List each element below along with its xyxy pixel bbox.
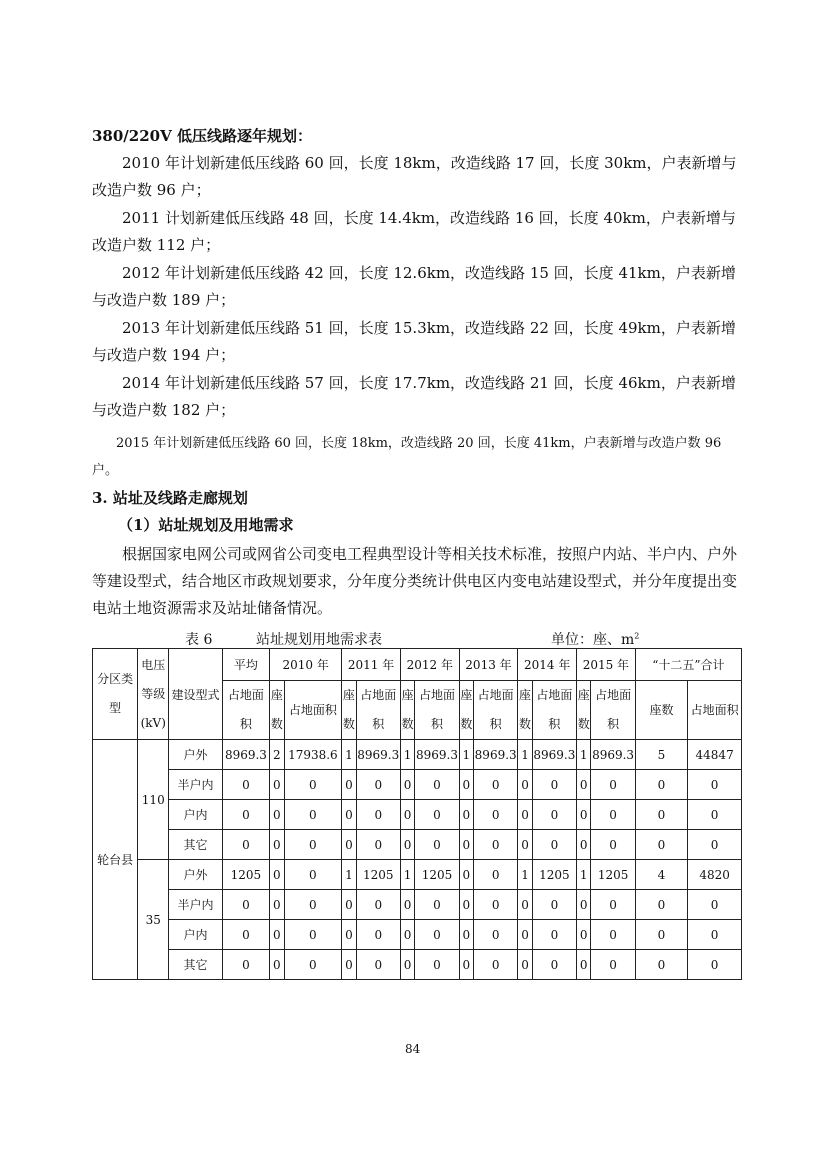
- area-cell: 0: [591, 950, 635, 980]
- count-cell: 0: [400, 770, 414, 800]
- type-cell: 半户内: [169, 890, 223, 920]
- count-cell: 0: [342, 950, 356, 980]
- site-land-table: [92, 648, 742, 980]
- count-cell: 0: [518, 830, 532, 860]
- count-cell: 0: [577, 830, 591, 860]
- count-cell: 0: [518, 950, 532, 980]
- total-area-cell: 4820: [688, 860, 742, 890]
- area-cell: 0: [532, 830, 576, 860]
- area-cell: 0: [474, 830, 518, 860]
- table-row: [93, 800, 742, 830]
- count-cell: 0: [400, 890, 414, 920]
- area-cell: 0: [591, 770, 635, 800]
- table-row: [93, 770, 742, 800]
- table-row: [93, 920, 742, 950]
- header-area: 占地面积: [356, 681, 400, 740]
- header-zone: 分区类型: [93, 649, 138, 740]
- table-row: [93, 830, 742, 860]
- header-year-2011: 2011 年: [342, 649, 401, 681]
- area-cell: 0: [415, 800, 459, 830]
- total-count-cell: 0: [635, 830, 688, 860]
- avg-area-cell: 0: [222, 890, 269, 920]
- header-area: 占地面积: [474, 681, 518, 740]
- avg-area-cell: 1205: [222, 860, 269, 890]
- count-cell: 1: [400, 860, 414, 890]
- section-heading: 380/220V 低压线路逐年规划：: [92, 127, 312, 145]
- area-cell: 1205: [415, 860, 459, 890]
- count-cell: 0: [270, 830, 284, 860]
- type-cell: 其它: [169, 830, 223, 860]
- area-cell: 0: [356, 920, 400, 950]
- count-cell: 0: [577, 890, 591, 920]
- total-count-cell: 0: [635, 950, 688, 980]
- area-cell: 0: [284, 890, 342, 920]
- count-cell: 0: [270, 860, 284, 890]
- paragraph-2013: 2013 年计划新建低压线路 51 回，长度 15.3km，改造线路 22 回，长度 49km，户表新增与改造户数 194 户；: [92, 319, 736, 364]
- area-cell: 0: [356, 830, 400, 860]
- total-count-cell: 0: [635, 770, 688, 800]
- type-cell: 户外: [169, 740, 223, 770]
- area-cell: 0: [356, 950, 400, 980]
- area-cell: 1205: [356, 860, 400, 890]
- area-cell: 0: [415, 890, 459, 920]
- area-cell: 0: [532, 950, 576, 980]
- area-cell: 0: [532, 800, 576, 830]
- count-cell: 0: [342, 890, 356, 920]
- area-cell: 0: [284, 860, 342, 890]
- count-cell: 0: [459, 800, 473, 830]
- count-cell: 0: [342, 800, 356, 830]
- header-year-2015: 2015 年: [577, 649, 636, 681]
- total-area-cell: 0: [688, 920, 742, 950]
- count-cell: 0: [342, 830, 356, 860]
- total-count-cell: 0: [635, 920, 688, 950]
- area-cell: 0: [284, 800, 342, 830]
- table-unit-text: 单位：座、m: [551, 632, 635, 648]
- area-cell: 0: [356, 890, 400, 920]
- avg-area-cell: 0: [222, 770, 269, 800]
- paragraph-2010: 2010 年计划新建低压线路 60 回，长度 18km，改造线路 17 回，长度 30km，户表新增与改造户数 96 户；: [92, 154, 737, 199]
- area-cell: 0: [356, 800, 400, 830]
- count-cell: 1: [518, 740, 532, 770]
- count-cell: 1: [577, 860, 591, 890]
- avg-area-cell: 0: [222, 800, 269, 830]
- header-area: 占地面积: [688, 681, 742, 740]
- area-cell: 0: [532, 920, 576, 950]
- count-cell: 0: [518, 770, 532, 800]
- count-cell: 2: [270, 740, 284, 770]
- count-cell: 0: [577, 950, 591, 980]
- count-cell: 0: [459, 920, 473, 950]
- header-year-2014: 2014 年: [518, 649, 577, 681]
- paragraph-2012: 2012 年计划新建低压线路 42 回，长度 12.6km，改造线路 15 回，长度 41km，户表新增与改造户数 189 户；: [92, 264, 736, 309]
- table-unit: [551, 629, 639, 649]
- area-cell: 1205: [532, 860, 576, 890]
- table-row: [93, 950, 742, 980]
- header-year-2012: 2012 年: [400, 649, 459, 681]
- total-area-cell: 0: [688, 800, 742, 830]
- count-cell: 0: [577, 920, 591, 950]
- count-cell: 1: [342, 860, 356, 890]
- header-area: 占地面积: [415, 681, 459, 740]
- area-cell: 0: [284, 950, 342, 980]
- count-cell: 0: [400, 830, 414, 860]
- area-cell: 0: [356, 770, 400, 800]
- avg-area-cell: 0: [222, 830, 269, 860]
- header-count: 座数: [270, 681, 284, 740]
- count-cell: 0: [459, 890, 473, 920]
- count-cell: 1: [400, 740, 414, 770]
- voltage-cell: 110: [138, 740, 169, 860]
- type-cell: 户外: [169, 860, 223, 890]
- count-cell: 0: [400, 920, 414, 950]
- type-cell: 其它: [169, 950, 223, 980]
- heading-site-corridor: 3. 站址及线路走廊规划: [92, 489, 248, 507]
- area-cell: 0: [284, 830, 342, 860]
- count-cell: 0: [342, 920, 356, 950]
- area-cell: 8969.3: [591, 740, 635, 770]
- table-unit-superscript: 2: [634, 631, 640, 641]
- area-cell: 0: [532, 770, 576, 800]
- header-count: 座数: [459, 681, 473, 740]
- area-cell: 8969.3: [532, 740, 576, 770]
- area-cell: 0: [474, 770, 518, 800]
- table-title: 站址规划用地需求表: [256, 632, 382, 648]
- area-cell: 8969.3: [474, 740, 518, 770]
- total-count-cell: 5: [635, 740, 688, 770]
- count-cell: 0: [518, 890, 532, 920]
- table-number: 表 6: [185, 632, 213, 648]
- count-cell: 0: [459, 770, 473, 800]
- header-row-years: [93, 649, 742, 681]
- area-cell: 0: [474, 890, 518, 920]
- area-cell: 0: [474, 860, 518, 890]
- area-cell: 0: [284, 770, 342, 800]
- avg-area-cell: 0: [222, 950, 269, 980]
- header-year-2010: 2010 年: [270, 649, 342, 681]
- zone-cell: 轮台县: [93, 740, 138, 980]
- header-count: 座数: [518, 681, 532, 740]
- header-count: 座数: [635, 681, 688, 740]
- area-cell: 0: [474, 920, 518, 950]
- header-voltage: 电压等级(kV): [138, 649, 169, 740]
- header-count: 座数: [400, 681, 414, 740]
- intro-paragraph: 根据国家电网公司或网省公司变电工程典型设计等相关技术标准，按照户内站、半户内、户外等建设型式，结合地区市政规划要求，分年度分类统计供电区内变电站建设型式，并分年度提出变电站土地资源需求及站址储备情况。: [92, 545, 738, 617]
- voltage-cell: 35: [138, 860, 169, 980]
- area-cell: 0: [415, 920, 459, 950]
- header-count: 座数: [342, 681, 356, 740]
- count-cell: 0: [459, 860, 473, 890]
- paragraph-2011: 2011 计划新建低压线路 48 回，长度 14.4km，改造线路 16 回，长度 40km，户表新增与改造户数 112 户；: [92, 209, 736, 254]
- count-cell: 0: [342, 770, 356, 800]
- total-area-cell: 0: [688, 830, 742, 860]
- paragraph-2015: 2015 年计划新建低压线路 60 回，长度 18km，改造线路 20 回，长度 41km，户表新增与改造户数 96 户。: [92, 436, 722, 478]
- area-cell: 0: [532, 890, 576, 920]
- area-cell: 8969.3: [415, 740, 459, 770]
- count-cell: 1: [577, 740, 591, 770]
- count-cell: 0: [459, 830, 473, 860]
- area-cell: 0: [474, 950, 518, 980]
- area-cell: 1205: [591, 860, 635, 890]
- total-area-cell: 0: [688, 890, 742, 920]
- total-area-cell: 0: [688, 770, 742, 800]
- header-total: “十二五”合计: [635, 649, 741, 681]
- total-count-cell: 0: [635, 800, 688, 830]
- area-cell: 8969.3: [356, 740, 400, 770]
- area-cell: 0: [415, 770, 459, 800]
- count-cell: 0: [518, 800, 532, 830]
- count-cell: 0: [400, 800, 414, 830]
- count-cell: 1: [342, 740, 356, 770]
- type-cell: 户内: [169, 920, 223, 950]
- area-cell: 0: [591, 800, 635, 830]
- area-cell: 0: [591, 830, 635, 860]
- area-cell: 0: [591, 920, 635, 950]
- total-count-cell: 0: [635, 890, 688, 920]
- count-cell: 0: [400, 950, 414, 980]
- count-cell: 0: [270, 770, 284, 800]
- table-row: [93, 860, 742, 890]
- total-count-cell: 4: [635, 860, 688, 890]
- paragraph-2014: 2014 年计划新建低压线路 57 回，长度 17.7km，改造线路 21 回，长度 46km，户表新增与改造户数 182 户；: [92, 374, 736, 419]
- header-year-2013: 2013 年: [459, 649, 518, 681]
- count-cell: 0: [270, 890, 284, 920]
- header-area: 占地面积: [591, 681, 635, 740]
- total-area-cell: 44847: [688, 740, 742, 770]
- avg-area-cell: 0: [222, 920, 269, 950]
- count-cell: 0: [577, 770, 591, 800]
- type-cell: 半户内: [169, 770, 223, 800]
- total-area-cell: 0: [688, 950, 742, 980]
- count-cell: 0: [270, 800, 284, 830]
- area-cell: 0: [415, 950, 459, 980]
- header-count: 座数: [577, 681, 591, 740]
- area-cell: 0: [284, 920, 342, 950]
- count-cell: 1: [518, 860, 532, 890]
- count-cell: 0: [270, 920, 284, 950]
- header-area: 占地面积: [532, 681, 576, 740]
- area-cell: 0: [415, 830, 459, 860]
- header-avg: 平均: [222, 649, 269, 681]
- type-cell: 户内: [169, 800, 223, 830]
- heading-site-land: （1）站址规划及用地需求: [118, 516, 294, 534]
- table-row: [93, 740, 742, 770]
- table-row: [93, 890, 742, 920]
- header-type: 建设型式: [169, 649, 223, 740]
- page-number: 84: [405, 1042, 421, 1056]
- header-area: 占地面积: [222, 681, 269, 740]
- header-area: 占地面积: [284, 681, 342, 740]
- count-cell: 0: [518, 920, 532, 950]
- count-cell: 0: [270, 950, 284, 980]
- count-cell: 0: [577, 800, 591, 830]
- count-cell: 0: [459, 950, 473, 980]
- area-cell: 17938.6: [284, 740, 342, 770]
- area-cell: 0: [474, 800, 518, 830]
- avg-area-cell: 8969.3: [222, 740, 269, 770]
- area-cell: 0: [591, 890, 635, 920]
- count-cell: 1: [459, 740, 473, 770]
